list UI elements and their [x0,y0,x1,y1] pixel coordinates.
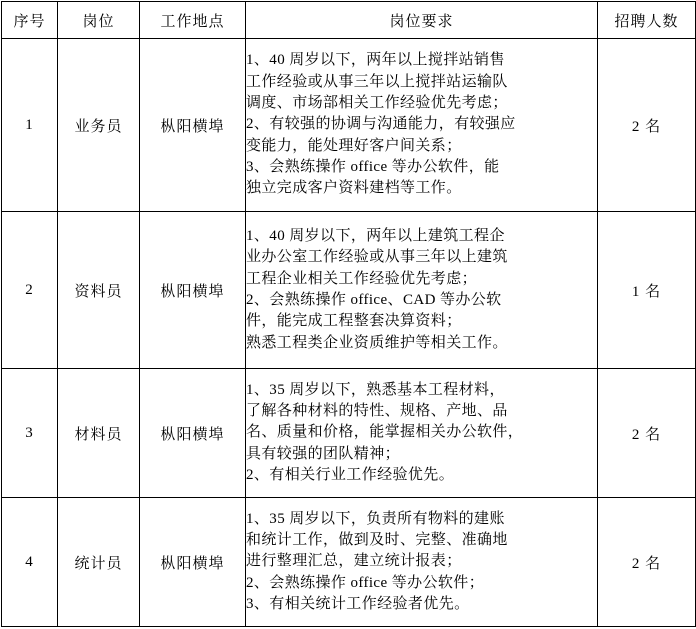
cell-count: 1 名 [598,212,696,369]
column-header-count: 招聘人数 [598,2,696,39]
requirement-line: 工作经验或从事三年以上搅拌站运输队 [246,73,508,90]
requirement-line: 1、35 周岁以下，熟悉基本工程材料， [246,381,505,398]
cell-index: 1 [2,39,58,212]
cell-index: 4 [2,498,58,627]
requirement-line: 2、有较强的协调与沟通能力，有较强应 [246,116,516,133]
requirement-line: 熟悉工程类企业资质维护等相关工作。 [246,334,508,351]
requirement-line: 工程企业相关工作经验优先考虑； [246,270,478,287]
recruitment-table [1,1,696,627]
table-header [2,2,696,39]
requirement-line: 具有较强的团队精神； [246,445,401,462]
column-header-index: 序号 [2,2,58,39]
requirement-line: 2、会熟练操作 office、CAD 等办公软 [246,292,502,308]
cell-index: 3 [2,369,58,498]
requirement-line: 2、有相关行业工作经验优先。 [246,466,455,483]
requirement-line: 业办公室工作经验或从事三年以上建筑 [246,249,508,266]
column-header-place: 工作地点 [140,2,246,39]
cell-count: 2 名 [598,369,696,498]
table-row [2,39,696,212]
cell-requirements [246,39,598,212]
requirement-line: 名、质量和价格，能掌握相关办公软件， [246,424,524,441]
cell-post: 业务员 [58,39,140,212]
cell-post: 材料员 [58,369,140,498]
cell-requirements [246,498,598,627]
requirement-line: 调度、市场部相关工作经验优先考虑； [246,95,508,112]
requirement-line: 变能力，能处理好客户间关系； [246,137,462,154]
requirement-line: 2、会熟练操作 office 等办公软件； [246,574,485,591]
requirement-line: 1、35 周岁以下，负责所有物料的建账 [246,510,505,527]
cell-count: 2 名 [598,498,696,627]
requirement-line: 1、40 周岁以下，两年以上搅拌站销售 [246,52,505,69]
cell-requirements [246,212,598,369]
table-row [2,498,696,627]
cell-place: 枞阳横埠 [140,369,246,498]
requirement-line: 了解各种材料的特性、规格、产地、品 [246,403,508,420]
requirement-line: 3、会熟练操作 office 等办公软件，能 [246,158,500,175]
cell-place: 枞阳横埠 [140,212,246,369]
cell-count: 2 名 [598,39,696,212]
table-row [2,212,696,369]
table-row [2,369,696,498]
document-page [0,1,696,629]
table-body [2,39,696,627]
cell-place: 枞阳横埠 [140,498,246,627]
requirement-line: 和统计工作，做到及时、完整、准确地 [246,532,508,549]
requirement-line: 进行整理汇总，建立统计报表； [246,553,462,570]
column-header-requirements: 岗位要求 [246,2,598,39]
header-row [2,2,696,39]
requirement-line: 独立完成客户资料建档等工作。 [246,180,462,197]
cell-requirements [246,369,598,498]
cell-place: 枞阳横埠 [140,39,246,212]
requirement-line: 1、40 周岁以下，两年以上建筑工程企 [246,228,505,245]
requirement-line: 3、有相关统计工作经验者优先。 [246,595,470,612]
cell-index: 2 [2,212,58,369]
column-header-post: 岗位 [58,2,140,39]
requirement-line: 件，能完成工程整套决算资料； [246,313,462,330]
cell-post: 统计员 [58,498,140,627]
cell-post: 资料员 [58,212,140,369]
